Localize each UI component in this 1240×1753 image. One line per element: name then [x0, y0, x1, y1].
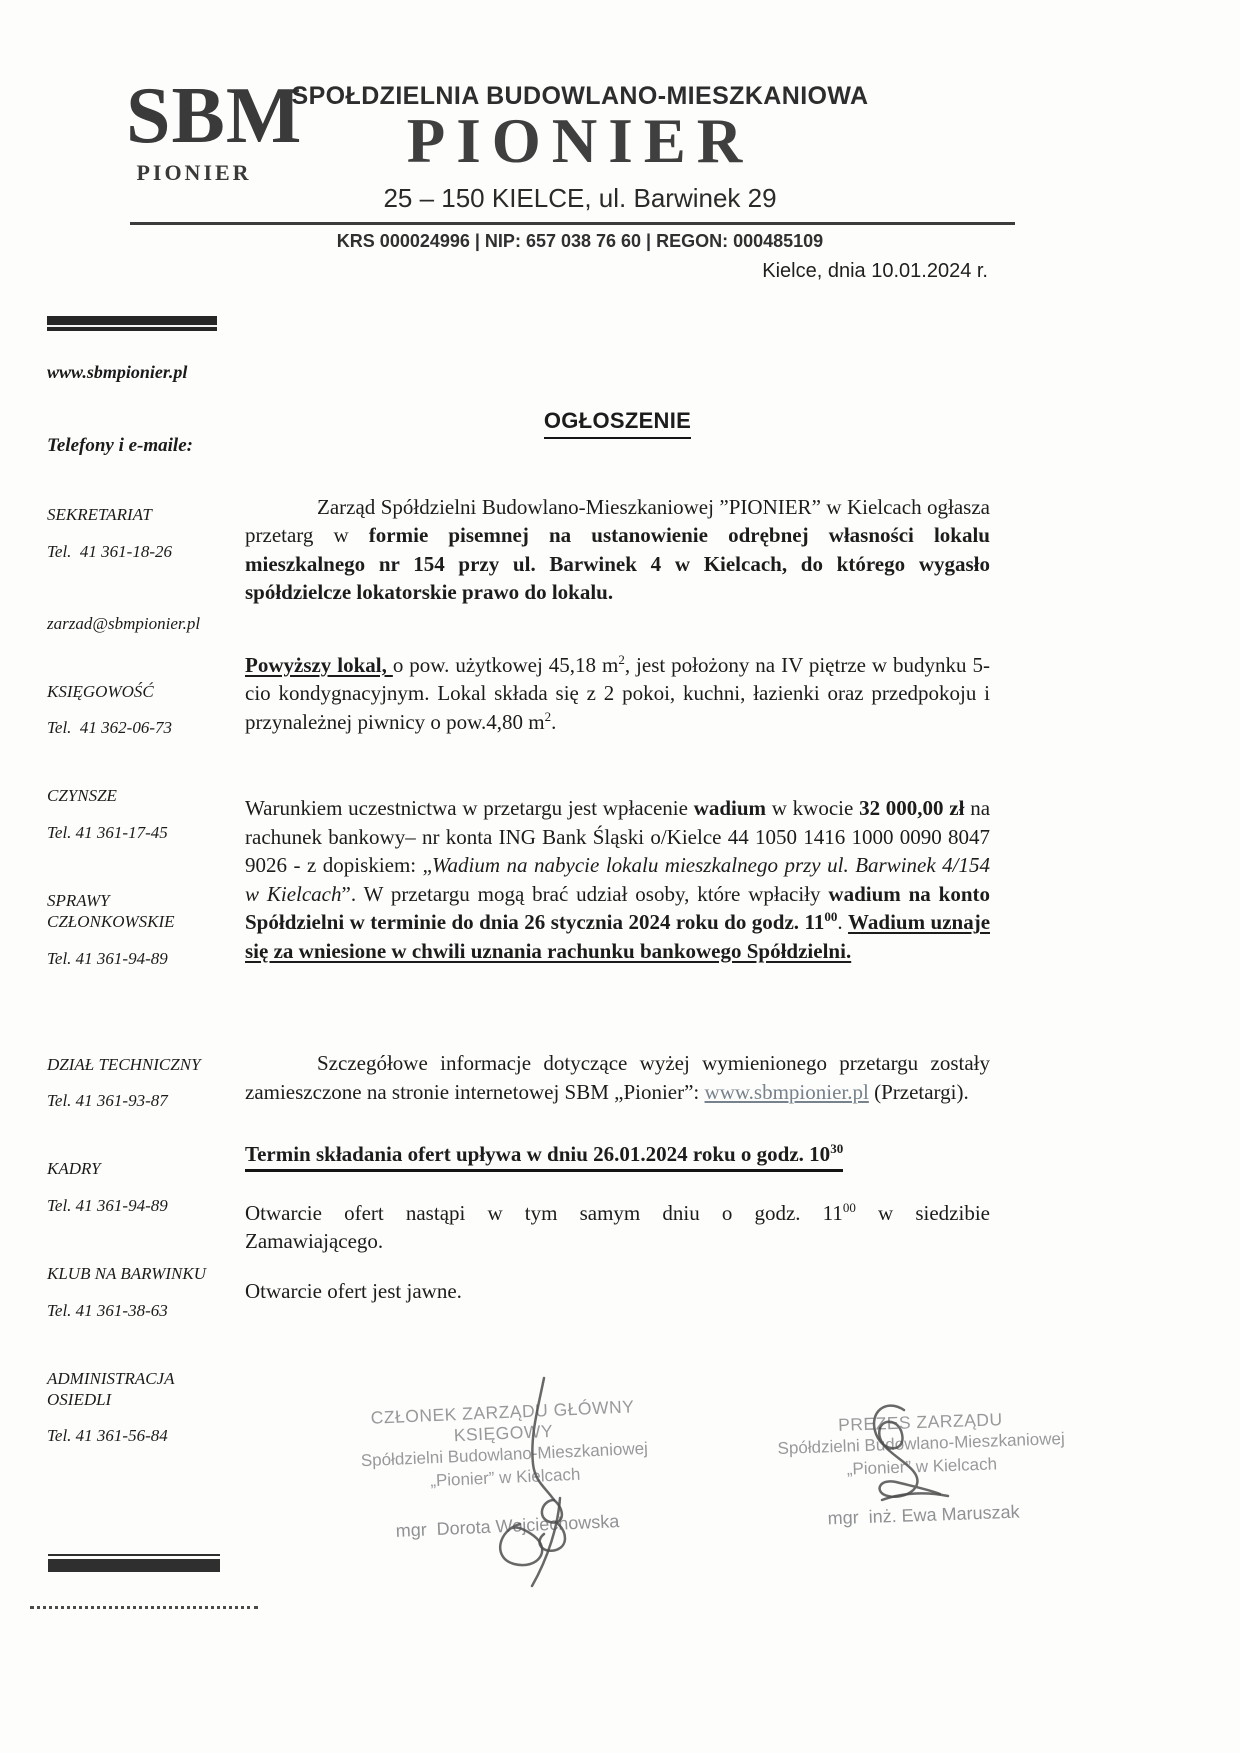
stamp-role: PREZES ZARZĄDU	[837, 1409, 1003, 1435]
contact-group-sprawy-czlonkowskie	[47, 891, 237, 968]
stamp-org-line1: Spółdzielni Budowlano-Mieszkaniowej	[360, 1438, 649, 1471]
logo-sbm-text: SBM	[126, 72, 303, 160]
contact-phone: Tel. 41 361-38-63	[47, 1300, 168, 1320]
sbm-pionier-logo	[126, 72, 303, 185]
paragraph-property-details	[245, 651, 990, 737]
logo-pionier-text: PIONIER	[136, 159, 252, 185]
contact-group-czynsze	[47, 786, 237, 843]
text-segment: 32 000,00 zł	[859, 796, 965, 820]
text-segment: 30	[830, 1141, 844, 1156]
stamp-signer-name: mgr Dorota Wojciechowska	[395, 1510, 620, 1541]
text-segment: wadium	[693, 796, 767, 820]
stamp-org-line2: „Pionier” w Kielcach	[429, 1464, 581, 1491]
contact-phone: Tel. 41 361-94-89	[47, 1196, 168, 1216]
announcement-title	[245, 407, 990, 439]
stamp-org-line2: „Pionier” w Kielcach	[846, 1454, 998, 1479]
announcement-title-text: OGŁOSZENIE	[544, 407, 691, 439]
sidebar-bottom-bar	[48, 1554, 220, 1572]
text-segment: ”. W przetargu mogą brać udział osoby, które wpłaciły	[341, 881, 829, 906]
text-segment: 00	[842, 1199, 856, 1215]
contact-phone: Tel. 41 361-56-84	[47, 1426, 168, 1446]
website-link[interactable]: www.sbmpionier.pl	[704, 1079, 869, 1104]
organization-address: 25 – 150 KIELCE, ul. Barwinek 29	[383, 183, 777, 213]
paragraph-wadium-terms	[245, 794, 990, 965]
offer-deadline-text	[245, 1140, 843, 1172]
text-segment: Szczegółowe informacje dotyczące wyżej wymienionego przetargu zostały zamieszczone na stronie internetowej SBM „Pionier”:	[245, 1051, 990, 1104]
contact-phone: Tel. 41 362-06-73	[47, 718, 172, 738]
announcement-body	[245, 395, 990, 1326]
contact-phone: Tel. 41 361-18-26	[47, 541, 172, 561]
text-segment: Powyższy lokal,	[245, 652, 393, 677]
document-date: Kielce, dnia 10.01.2024 r.	[762, 260, 988, 282]
paragraph-opening-public: Otwarcie ofert jest jawne.	[245, 1278, 462, 1303]
paragraph-opening-time	[245, 1199, 990, 1256]
brand-title: PIONIER	[406, 106, 754, 176]
handwritten-signature-left-icon	[468, 1374, 608, 1589]
contact-group-sekretariat	[47, 505, 237, 634]
text-segment: 00	[824, 909, 838, 924]
contacts-heading: Telefony i e-maile:	[47, 435, 193, 456]
contact-group-ksiegowosc	[47, 682, 237, 739]
contact-label: DZIAŁ TECHNICZNY	[47, 1054, 201, 1074]
text-segment: .	[551, 709, 557, 734]
handwritten-signature-right-icon	[846, 1396, 976, 1536]
text-segment: (Przetargi).	[868, 1079, 969, 1104]
paragraph-intro	[245, 493, 990, 607]
contact-group-klub-na-barwinku	[47, 1264, 237, 1321]
text-segment: Otwarcie ofert nastąpi w tym samym dniu o godz. 11	[245, 1200, 843, 1225]
contact-label: SEKRETARIAT	[47, 505, 152, 524]
text-segment: Zarząd Spółdzielni Budowlano-Mieszkaniowej ”PIONIER” w Kielcach ogłasza przetarg w	[245, 494, 990, 547]
text-segment: w kwocie	[766, 796, 860, 820]
contact-group-dzial-techniczny	[47, 1055, 237, 1112]
text-segment: Termin składania ofert upływa w dniu 26.01.2024 roku o godz. 10	[245, 1142, 831, 1166]
text-segment: w siedzibie Zamawiającego.	[245, 1200, 990, 1253]
text-segment: na rachunek bankowy– nr konta ING Bank Śląski o/Kielce 44 1050 1416 1000 0090 8047 9026 - z dopiskiem: „	[245, 796, 991, 877]
text-segment: Wadium na nabycie lokalu mieszkalnego przy ul. Barwinek 4/154 w Kielcach	[245, 853, 991, 906]
contact-sidebar	[47, 316, 237, 1446]
text-segment: formie pisemnej na ustanowienie odrębnej własności lokalu mieszkalnego nr 154 przy ul. Barwinek 4 w Kielcach, do którego wygasło spółdzielcze lokatorskie prawo do lokalu.	[245, 523, 990, 604]
stamp-role: CZŁONEK ZARZĄDU GŁÓWNY KSIĘGOWY	[370, 1396, 635, 1446]
text-segment: o pow. użytkowej 45,18 m	[392, 652, 619, 677]
text-segment: .	[837, 910, 849, 934]
text-segment: , jest położony na IV piętrze w budynku 5-cio kondygnacyjnym. Lokal składa się z 2 pokoi, kuchni, łazienki oraz przedpokoju i przynależnej piwnicy o pow.4,80 m	[245, 652, 991, 734]
stamp-signer-name: mgr inż. Ewa Maruszak	[827, 1501, 1020, 1529]
contact-phone: Tel. 41 361-93-87	[47, 1091, 168, 1111]
organization-name: SPOŁDZIELNIA BUDOWLANO-MIESZKANIOWA	[291, 82, 869, 110]
contact-label: KADRY	[47, 1159, 101, 1179]
offer-deadline-heading	[245, 1140, 990, 1172]
registry-numbers: KRS 000024996 | NIP: 657 038 76 60 | REGON: 000485109	[336, 231, 824, 251]
website-text: www.sbmpionier.pl	[47, 362, 188, 382]
text-segment: Wadium uznaje się za wniesione w chwili uznania rachunku bankowego Spółdzielni.	[245, 910, 991, 963]
contact-label: ADMINISTRACJA OSIEDLI	[47, 1368, 175, 1409]
contact-label: CZYNSZE	[47, 786, 117, 806]
contact-email: zarzad@sbmpionier.pl	[47, 613, 201, 633]
header-divider	[130, 222, 1015, 225]
sidebar-dotted-line	[30, 1606, 258, 1609]
paragraph-more-info	[245, 1049, 990, 1106]
contact-label: KLUB NA BARWINKU	[47, 1264, 206, 1284]
contact-phone: Tel. 41 361-17-45	[47, 823, 168, 843]
contact-group-administracja-osiedli	[47, 1369, 237, 1446]
text-segment: 2	[618, 651, 625, 667]
contact-label: KSIĘGOWOŚĆ	[47, 681, 154, 701]
text-segment: wadium na konto Spółdzielni w terminie do dnia 26 stycznia 2024 roku do godz. 11	[245, 881, 991, 934]
contact-phone: Tel. 41 361-94-89	[47, 948, 168, 968]
sidebar-top-bar	[47, 316, 217, 331]
text-segment: Warunkiem uczestnictwa w przetargu jest wpłacenie	[245, 796, 694, 820]
contact-label: SPRAWY CZŁONKOWSKIE	[47, 891, 175, 931]
text-segment: 2	[544, 708, 552, 724]
stamp-org-line1: Spółdzielni Budowlano-Mieszkaniowej	[777, 1429, 1065, 1459]
contact-group-kadry	[47, 1159, 237, 1216]
